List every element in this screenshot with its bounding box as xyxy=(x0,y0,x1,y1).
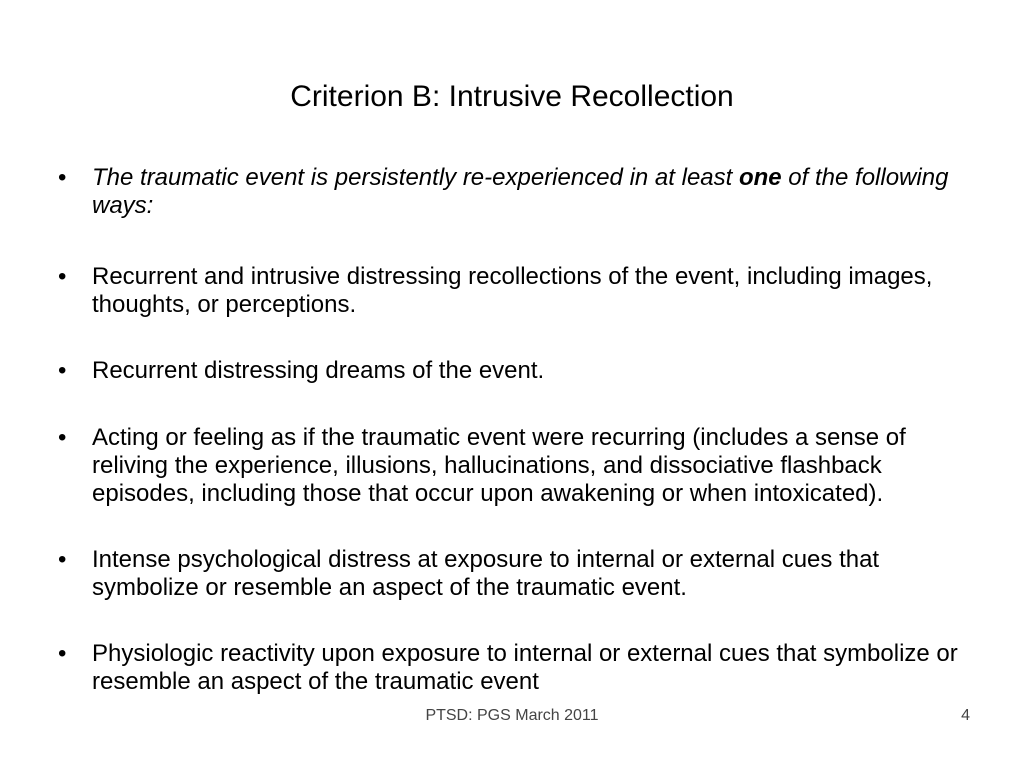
bullet-text xyxy=(92,164,948,219)
bullet-text: Recurrent distressing dreams of the event. xyxy=(92,357,545,384)
bullet-list xyxy=(58,164,978,734)
slide-footer: PTSD: PGS March 2011 xyxy=(425,707,599,724)
bullet-text-after: of the following ways: xyxy=(92,164,949,219)
bullet-item-distress xyxy=(58,546,978,602)
bullet-item-dreams xyxy=(58,357,978,385)
bullet-text: Recurrent and intrusive distressing recollections of the event, including images, thoughts, or perceptions. xyxy=(92,263,933,318)
bullet-item-recollections xyxy=(58,263,978,319)
bullet-text: Intense psychological distress at exposure to internal or external cues that symbolize or resemble an aspect of the traumatic event. xyxy=(92,546,880,601)
bullet-item-intro xyxy=(58,164,978,220)
bullet-marker: • xyxy=(58,357,67,384)
bullet-marker: • xyxy=(58,546,67,573)
bullet-marker: • xyxy=(58,164,67,191)
bullet-item-reactivity xyxy=(58,640,978,696)
bullet-text: Acting or feeling as if the traumatic event were recurring (includes a sense of reliving the experience, illusions, hallucinations, and dissociative flashback episodes, including those that occur upon awakening or when intoxicated). xyxy=(92,424,906,507)
bullet-text: Physiologic reactivity upon exposure to internal or external cues that symbolize or resemble an aspect of the traumatic event xyxy=(92,640,958,695)
slide-title: Criterion B: Intrusive Recollection xyxy=(290,80,734,113)
bullet-marker: • xyxy=(58,640,67,667)
bullet-marker: • xyxy=(58,263,67,290)
bullet-marker: • xyxy=(58,424,67,451)
page-number: 4 xyxy=(961,707,970,724)
bullet-text-before: The traumatic event is persistently re-experienced in at least xyxy=(92,164,739,191)
bullet-text-emphasis: one xyxy=(738,164,782,191)
bullet-item-flashbacks xyxy=(58,424,978,508)
